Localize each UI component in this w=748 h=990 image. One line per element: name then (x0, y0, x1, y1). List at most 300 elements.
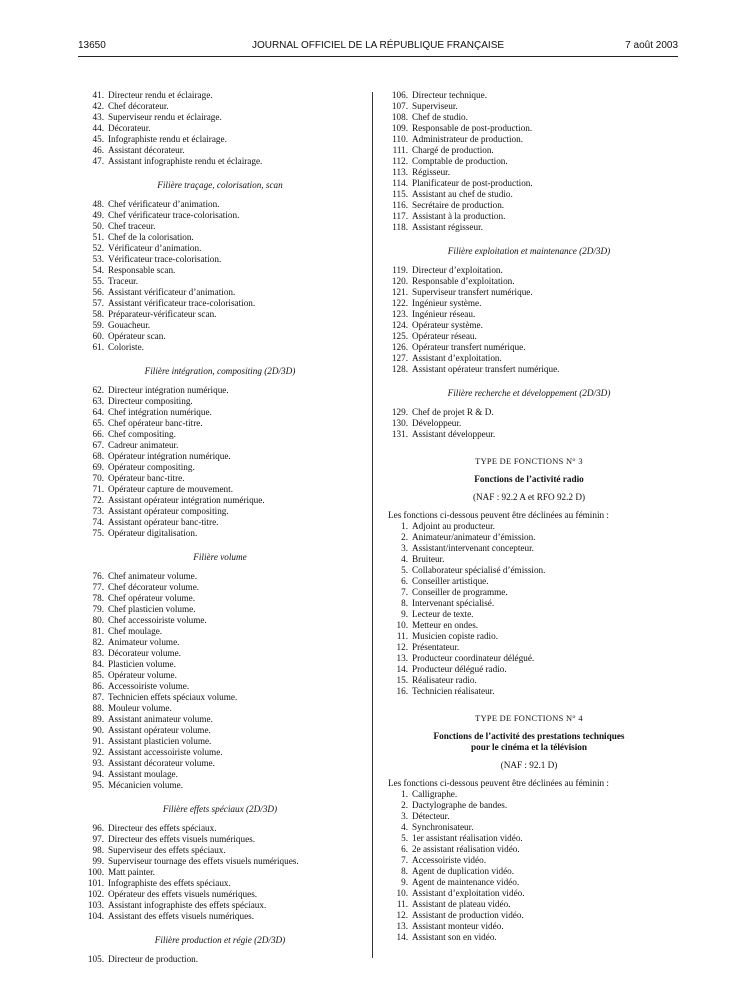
list-item (84, 210, 356, 221)
list-item (84, 243, 356, 254)
item-text: Assistant au chef de studio. (412, 189, 513, 199)
item-number: 57. (92, 298, 104, 308)
function-list (388, 407, 670, 440)
list-item (84, 112, 356, 123)
item-text: Animateur volume. (108, 637, 180, 647)
item-number: 43. (92, 112, 104, 122)
section-heading: Filière intégration, compositing (2D/3D) (144, 366, 296, 376)
list-item (388, 320, 670, 331)
list-item (388, 686, 670, 697)
item-text: Infographiste rendu et éclairage. (108, 134, 227, 144)
list-item (84, 834, 356, 845)
list-item (388, 789, 670, 800)
list-item (84, 911, 356, 922)
item-number: 83. (92, 648, 104, 658)
item-number: 82. (92, 637, 104, 647)
item-text: Synchronisateur. (412, 822, 474, 832)
list-item (388, 833, 670, 844)
item-number: 1. (401, 521, 408, 531)
list-item (84, 331, 356, 342)
item-text: Assistant vérificateur trace-colorisation. (108, 298, 256, 308)
item-text: Ingénieur réseau. (412, 309, 476, 319)
item-text: Chef compositing. (108, 429, 176, 439)
item-number: 93. (92, 758, 104, 768)
list-item (388, 855, 670, 866)
item-text: Régisseur. (412, 167, 451, 177)
item-text: Superviseur rendu et éclairage. (108, 112, 222, 122)
item-number: 124. (391, 320, 408, 330)
list-item (84, 134, 356, 145)
item-number: 89. (92, 714, 104, 724)
list-item (388, 844, 670, 855)
item-text: Responsable de post-production. (412, 123, 533, 133)
item-number: 15. (396, 675, 408, 685)
list-item (84, 287, 356, 298)
item-number: 128. (391, 364, 408, 374)
list-item (84, 626, 356, 637)
list-item (84, 823, 356, 834)
item-text: Metteur en ondes. (412, 620, 479, 630)
page-header (78, 40, 678, 54)
item-number: 67. (92, 440, 104, 450)
item-text: Conseiller artistique. (412, 576, 489, 586)
list-item (388, 156, 670, 167)
list-item (388, 664, 670, 675)
item-number: 92. (92, 747, 104, 757)
item-text: Assistant développeur. (412, 429, 496, 439)
list-item (84, 615, 356, 626)
function-list (388, 789, 670, 943)
item-text: Gouacheur. (108, 320, 151, 330)
item-text: Animateur/animateur d’émission. (412, 532, 536, 542)
item-number: 115. (392, 189, 408, 199)
function-list (84, 90, 356, 167)
item-number: 8. (401, 866, 408, 876)
item-number: 49. (92, 210, 104, 220)
list-item (388, 418, 670, 429)
item-text: Vérificateur trace-colorisation. (108, 254, 222, 264)
list-item (388, 145, 670, 156)
list-item (84, 451, 356, 462)
item-number: 72. (92, 495, 104, 505)
item-number: 101. (87, 878, 104, 888)
list-item (388, 899, 670, 910)
list-item (84, 681, 356, 692)
item-number: 55. (92, 276, 104, 286)
list-item (84, 396, 356, 407)
item-text: Opérateur banc-titre. (108, 473, 185, 483)
item-text: Plasticien volume. (108, 659, 176, 669)
item-number: 95. (92, 780, 104, 790)
list-item (388, 112, 670, 123)
item-text: Assistant monteur vidéo. (412, 921, 504, 931)
list-item (84, 571, 356, 582)
list-item (84, 670, 356, 681)
item-number: 14. (396, 664, 408, 674)
item-text: Comptable de production. (412, 156, 508, 166)
item-text: 1er assistant réalisation vidéo. (412, 833, 523, 843)
item-number: 7. (401, 855, 408, 865)
item-number: 70. (92, 473, 104, 483)
item-number: 105. (87, 954, 104, 964)
section-heading: Filière recherche et développement (2D/3D) (447, 388, 611, 398)
list-item (388, 123, 670, 134)
item-number: 3. (401, 543, 408, 553)
list-item (388, 276, 670, 287)
list-item (84, 637, 356, 648)
item-number: 5. (401, 833, 408, 843)
item-text: Mouleur volume. (108, 703, 172, 713)
list-item (388, 565, 670, 576)
item-number: 122. (391, 298, 408, 308)
item-number: 9. (401, 877, 408, 887)
item-text: Superviseur des effets spéciaux. (108, 845, 226, 855)
item-text: Assistant opérateur intégration numérique. (108, 495, 265, 505)
item-number: 98. (92, 845, 104, 855)
list-item (388, 800, 670, 811)
item-number: 86. (92, 681, 104, 691)
item-text: Opérateur intégration numérique. (108, 451, 231, 461)
item-text: Ingénieur système. (412, 298, 482, 308)
item-number: 10. (396, 620, 408, 630)
list-item (84, 867, 356, 878)
item-text: Assistant infographiste des effets spéciaux. (108, 900, 267, 910)
section-heading: Filière production et régie (2D/3D) (154, 935, 286, 945)
item-number: 97. (92, 834, 104, 844)
item-text: Décorateur volume. (108, 648, 181, 658)
list-item (84, 878, 356, 889)
header-rule (78, 56, 678, 57)
item-number: 79. (92, 604, 104, 614)
item-number: 8. (401, 598, 408, 608)
item-text: Agent de maintenance vidéo. (412, 877, 520, 887)
list-item (84, 528, 356, 539)
item-text: Collaborateur spécialisé d’émission. (412, 565, 546, 575)
item-text: Matt painter. (108, 867, 155, 877)
list-item (84, 725, 356, 736)
item-text: Développeur. (412, 418, 462, 428)
list-item (388, 910, 670, 921)
list-item (84, 889, 356, 900)
list-item (388, 134, 670, 145)
type3-naf: (NAF : 92.2 A et RFO 92.2 D) (472, 492, 586, 502)
list-item (84, 856, 356, 867)
list-item (388, 407, 670, 418)
list-item (388, 653, 670, 664)
item-number: 111. (392, 145, 408, 155)
item-number: 9. (401, 609, 408, 619)
item-text: Technicien effets spéciaux volume. (108, 692, 238, 702)
item-text: Musicien copiste radio. (412, 631, 498, 641)
list-item (388, 521, 670, 532)
item-text: Cadreur animateur. (108, 440, 179, 450)
item-number: 91. (92, 736, 104, 746)
item-text: Dactylographe de bandes. (412, 800, 508, 810)
item-number: 88. (92, 703, 104, 713)
item-text: Directeur technique. (412, 90, 487, 100)
section-heading: Filière traçage, colorisation, scan (157, 180, 283, 190)
item-number: 103. (87, 900, 104, 910)
item-number: 114. (392, 178, 408, 188)
item-number: 119. (392, 265, 408, 275)
section-heading: Filière exploitation et maintenance (2D/3D) (447, 246, 611, 256)
left-column (84, 90, 356, 965)
type3-heading: TYPE DE FONCTIONS N° 3 (475, 457, 583, 466)
item-text: Lecteur de texte. (412, 609, 474, 619)
item-number: 96. (92, 823, 104, 833)
type3-title: Fonctions de l’activité radio (474, 474, 584, 484)
item-number: 125. (391, 331, 408, 341)
item-text: Chef décorateur. (108, 101, 169, 111)
list-item (84, 342, 356, 353)
list-item (388, 822, 670, 833)
list-item (388, 642, 670, 653)
list-item (388, 101, 670, 112)
list-item (84, 703, 356, 714)
function-list (388, 265, 670, 375)
item-text: Opérateur transfert numérique. (412, 342, 526, 352)
item-text: Chef vérificateur trace-colorisation. (108, 210, 240, 220)
item-text: Assistant accessoiriste volume. (108, 747, 223, 757)
item-text: Directeur intégration numérique. (108, 385, 229, 395)
list-item (84, 582, 356, 593)
list-item (84, 648, 356, 659)
item-number: 80. (92, 615, 104, 625)
list-item (84, 101, 356, 112)
item-number: 87. (92, 692, 104, 702)
item-number: 13. (396, 653, 408, 663)
item-number: 120. (391, 276, 408, 286)
list-item (84, 845, 356, 856)
item-text: Responsable d’exploitation. (412, 276, 515, 286)
list-item (84, 900, 356, 911)
item-text: 2e assistant réalisation vidéo. (412, 844, 520, 854)
item-number: 123. (391, 309, 408, 319)
list-item (84, 145, 356, 156)
item-text: Opérateur compositing. (108, 462, 195, 472)
item-text: Directeur des effets spéciaux. (108, 823, 217, 833)
item-text: Chef traceur. (108, 221, 156, 231)
item-text: Accessoiriste volume. (108, 681, 190, 691)
item-number: 1. (401, 789, 408, 799)
item-number: 117. (392, 211, 408, 221)
list-item (388, 298, 670, 309)
item-text: Assistant opérateur transfert numérique. (412, 364, 560, 374)
item-number: 12. (396, 910, 408, 920)
item-number: 85. (92, 670, 104, 680)
list-item (84, 747, 356, 758)
list-item (84, 265, 356, 276)
list-item (84, 593, 356, 604)
item-number: 53. (92, 254, 104, 264)
column-divider (372, 92, 373, 958)
list-item (84, 506, 356, 517)
list-item (84, 517, 356, 528)
item-text: Administrateur de production. (412, 134, 523, 144)
function-list (388, 90, 670, 233)
item-text: Opérateur capture de mouvement. (108, 484, 233, 494)
list-item (388, 178, 670, 189)
item-text: Assistant de production vidéo. (412, 910, 524, 920)
list-item (84, 780, 356, 791)
list-item (84, 123, 356, 134)
item-text: Assistant d’exploitation vidéo. (412, 888, 525, 898)
item-number: 54. (92, 265, 104, 275)
list-item (84, 769, 356, 780)
list-item (388, 222, 670, 233)
item-text: Opérateur réseau. (412, 331, 477, 341)
item-number: 84. (92, 659, 104, 669)
list-item (84, 440, 356, 451)
item-text: Directeur d’exploitation. (412, 265, 503, 275)
list-item (84, 495, 356, 506)
item-number: 107. (391, 101, 408, 111)
list-item (388, 211, 670, 222)
list-item (84, 714, 356, 725)
section-heading: Filière effets spéciaux (2D/3D) (162, 804, 278, 814)
item-number: 68. (92, 451, 104, 461)
list-item (84, 385, 356, 396)
list-item (84, 90, 356, 101)
item-number: 44. (92, 123, 104, 133)
item-number: 90. (92, 725, 104, 735)
item-text: Chef accessoiriste volume. (108, 615, 207, 625)
list-item (84, 473, 356, 484)
item-text: Superviseur transfert numérique. (412, 287, 533, 297)
list-item (388, 189, 670, 200)
list-item (388, 620, 670, 631)
item-text: Infographiste des effets spéciaux. (108, 878, 231, 888)
item-number: 41. (92, 90, 104, 100)
item-number: 78. (92, 593, 104, 603)
list-item (84, 659, 356, 670)
item-text: Adjoint au producteur. (412, 521, 495, 531)
item-text: Producteur coordinateur délégué. (412, 653, 535, 663)
item-text: Planificateur de post-production. (412, 178, 533, 188)
item-text: Détecteur. (412, 811, 450, 821)
item-text: Assistant son en vidéo. (412, 932, 497, 942)
list-item (388, 675, 670, 686)
item-number: 63. (92, 396, 104, 406)
list-item (84, 462, 356, 473)
function-list (84, 823, 356, 922)
item-number: 75. (92, 528, 104, 538)
list-item (388, 167, 670, 178)
item-number: 73. (92, 506, 104, 516)
item-number: 11. (396, 631, 408, 641)
item-text: Superviseur. (412, 101, 458, 111)
item-number: 14. (396, 932, 408, 942)
item-text: Assistant d’exploitation. (412, 353, 502, 363)
function-list (84, 385, 356, 539)
item-number: 100. (87, 867, 104, 877)
item-text: Chef de la colorisation. (108, 232, 194, 242)
list-item (388, 576, 670, 587)
type4-title (388, 731, 670, 753)
item-text: Assistant plasticien volume. (108, 736, 212, 746)
item-text: Bruiteur. (412, 554, 445, 564)
list-item (84, 954, 356, 965)
item-text: Chef opérateur banc-titre. (108, 418, 203, 428)
list-item (388, 532, 670, 543)
list-item (388, 921, 670, 932)
item-text: Assistant décorateur volume. (108, 758, 215, 768)
item-text: Assistant des effets visuels numériques. (108, 911, 255, 921)
list-item (84, 604, 356, 615)
list-item (388, 342, 670, 353)
item-number: 59. (92, 320, 104, 330)
item-number: 12. (396, 642, 408, 652)
item-text: Chef moulage. (108, 626, 163, 636)
list-item (84, 484, 356, 495)
item-text: Directeur compositing. (108, 396, 193, 406)
item-text: Assistant à la production. (412, 211, 506, 221)
list-item (84, 298, 356, 309)
list-item (84, 199, 356, 210)
item-text: Superviseur tournage des effets visuels numériques. (108, 856, 299, 866)
list-item (84, 276, 356, 287)
item-number: 13. (396, 921, 408, 931)
list-item (388, 554, 670, 565)
item-text: Mécanicien volume. (108, 780, 184, 790)
item-text: Assistant opérateur banc-titre. (108, 517, 219, 527)
list-item (388, 265, 670, 276)
item-text: Intervenant spécialisé. (412, 598, 495, 608)
function-list (84, 199, 356, 353)
item-text: Assistant animateur volume. (108, 714, 213, 724)
item-text: Assistant opérateur volume. (108, 725, 211, 735)
item-number: 127. (391, 353, 408, 363)
item-text: Chargé de production. (412, 145, 494, 155)
right-column (388, 90, 670, 943)
list-item (388, 331, 670, 342)
item-number: 116. (392, 200, 408, 210)
list-item (388, 598, 670, 609)
item-number: 2. (401, 800, 408, 810)
item-number: 118. (392, 222, 408, 232)
list-item (84, 320, 356, 331)
item-text: Directeur rendu et éclairage. (108, 90, 213, 100)
list-item (388, 609, 670, 620)
item-number: 10. (396, 888, 408, 898)
item-text: Technicien réalisateur. (412, 686, 495, 696)
item-text: Chef opérateur volume. (108, 593, 195, 603)
item-number: 65. (92, 418, 104, 428)
item-text: Assistant vérificateur d’animation. (108, 287, 236, 297)
page-number: 13650 (78, 40, 106, 51)
list-item (84, 758, 356, 769)
list-item (84, 232, 356, 243)
list-item (388, 811, 670, 822)
item-text: Accessoiriste vidéo. (412, 855, 486, 865)
list-item (84, 736, 356, 747)
item-number: 130. (391, 418, 408, 428)
item-number: 4. (401, 554, 408, 564)
item-text: Calligraphe. (412, 789, 458, 799)
item-number: 69. (92, 462, 104, 472)
list-item (388, 631, 670, 642)
item-text: Vérificateur d’animation. (108, 243, 202, 253)
item-text: Assistant/intervenant concepteur. (412, 543, 534, 553)
item-text: Réalisateur radio. (412, 675, 477, 685)
item-text: Assistant moulage. (108, 769, 178, 779)
publication-date: 7 août 2003 (625, 40, 678, 51)
item-number: 42. (92, 101, 104, 111)
item-number: 94. (92, 769, 104, 779)
list-item (84, 407, 356, 418)
type4-naf: (NAF : 92.1 D) (500, 760, 558, 770)
item-number: 126. (391, 342, 408, 352)
